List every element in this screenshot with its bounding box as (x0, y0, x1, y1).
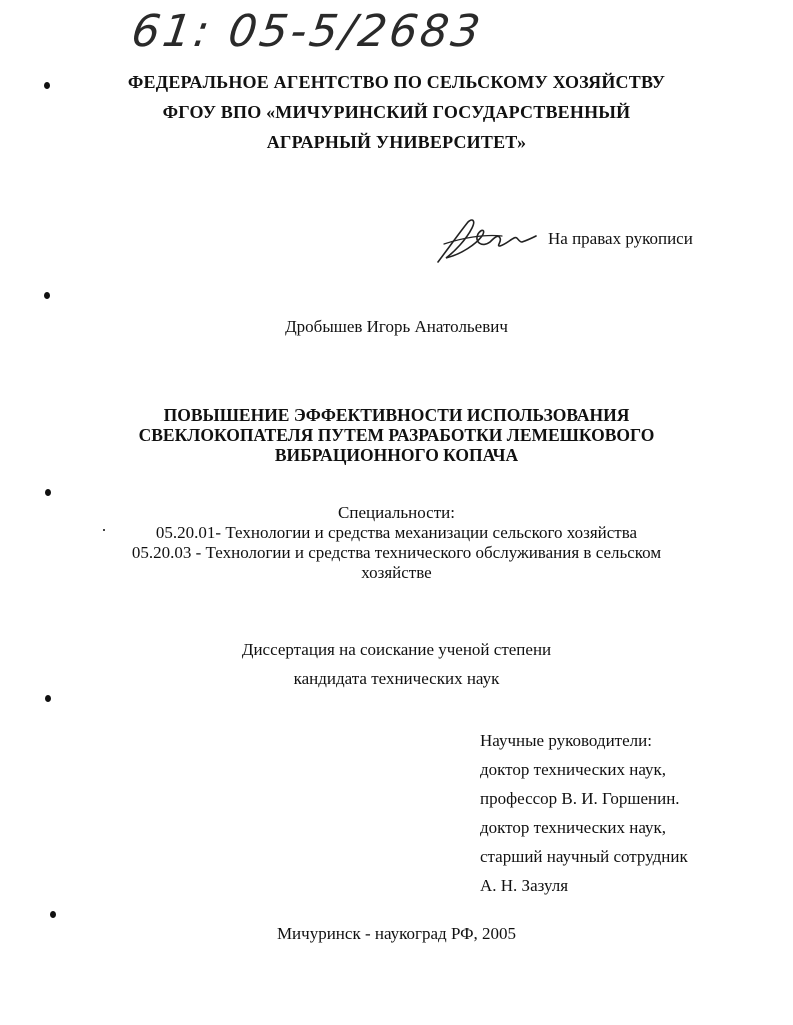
title-line-1: ПОВЫШЕНИЕ ЭФФЕКТИВНОСТИ ИСПОЛЬЗОВАНИЯ (163, 405, 630, 425)
author-name: Дробышев Игорь Анатольевич (285, 317, 508, 336)
advisors-heading: Научные руководители: (480, 731, 652, 750)
advisor-1-name: профессор В. И. Горшенин. (480, 789, 680, 808)
advisors-block (480, 726, 688, 900)
specialty-1: 05.20.01- Технологии и средства механизации сельского хозяйства (155, 523, 638, 542)
dissertation-line-1: Диссертация на соискание ученой степени (241, 640, 552, 659)
specialty-2: 05.20.03 - Технологии и средства технического обслуживания в сельском (131, 543, 662, 562)
scan-mark (45, 695, 51, 702)
title-line-3: ВИБРАЦИОННОГО КОПАЧА (274, 445, 519, 465)
specialties-heading: Специальности: (338, 503, 455, 522)
scan-mark (50, 911, 56, 918)
dissertation-line-2: кандидата технических наук (293, 669, 500, 688)
specialty-2-cont: хозяйстве (361, 563, 432, 582)
advisor-2-name: А. Н. Зазуля (480, 876, 569, 895)
scan-mark (45, 489, 51, 496)
signature (432, 214, 540, 266)
scan-mark (44, 292, 50, 299)
archive-number: 61: 05-5/2683 (128, 6, 487, 57)
rights-note: На правах рукописи (548, 229, 693, 248)
advisor-2-degree: доктор технических наук, (480, 818, 667, 837)
university-line-2: АГРАРНЫЙ УНИВЕРСИТЕТ» (266, 132, 527, 152)
advisor-2-title: старший научный сотрудник (480, 847, 688, 866)
advisor-1-degree: доктор технических наук, (480, 760, 667, 779)
city-year: Мичуринск - наукоград РФ, 2005 (276, 924, 517, 943)
agency-line: ФЕДЕРАЛЬНОЕ АГЕНТСТВО ПО СЕЛЬСКОМУ ХОЗЯЙСТВУ (127, 72, 666, 92)
title-line-2: СВЕКЛОКОПАТЕЛЯ ПУТЕМ РАЗРАБОТКИ ЛЕМЕШКОВОГО (138, 425, 655, 445)
university-line-1: ФГОУ ВПО «МИЧУРИНСКИЙ ГОСУДАРСТВЕННЫЙ (162, 102, 631, 122)
